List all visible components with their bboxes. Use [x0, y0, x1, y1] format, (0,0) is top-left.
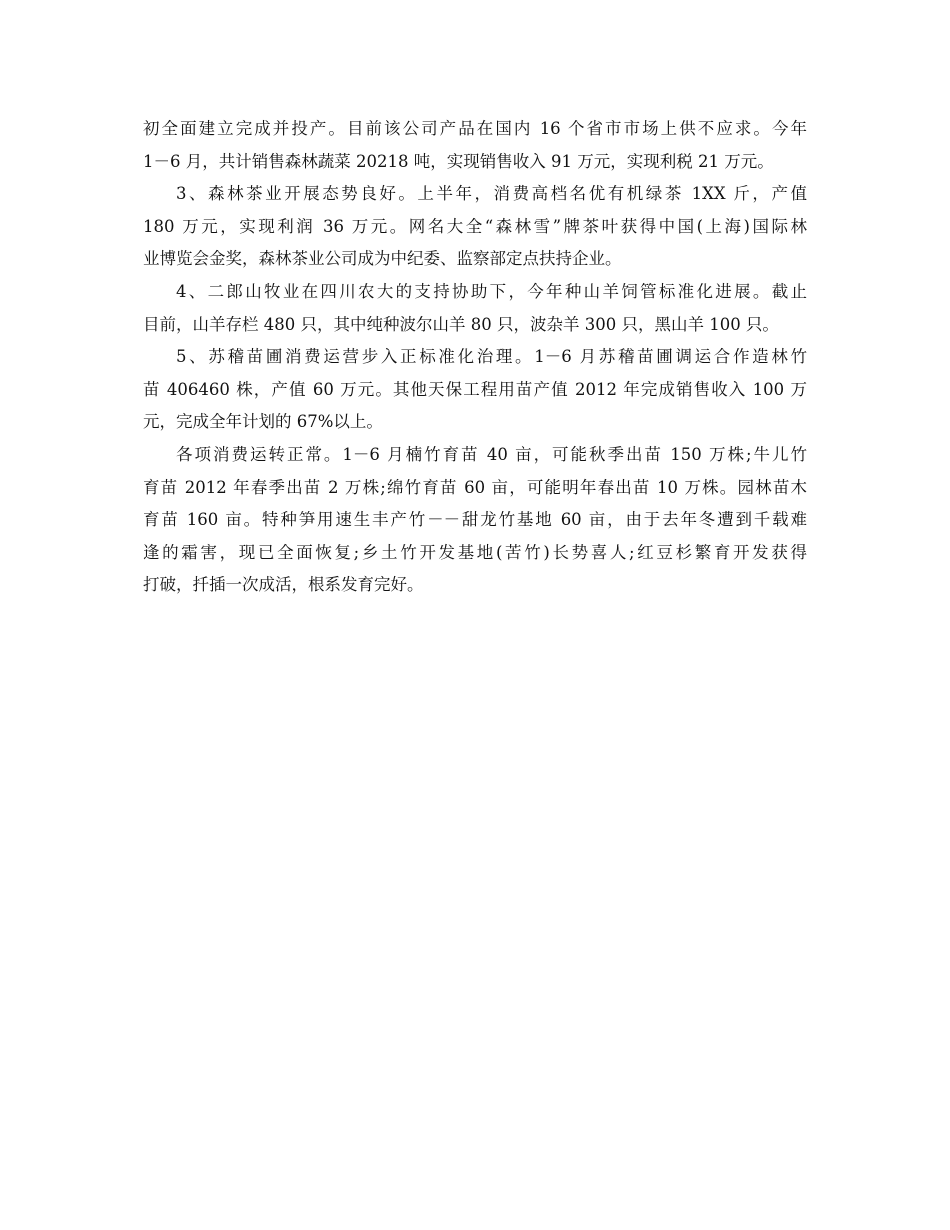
text-line: 5、苏稽苗圃消费运营步入正标准化治理。1－6 月苏稽苗圃调运合作造林竹 — [176, 347, 807, 367]
paragraph-suji-nursery — [143, 341, 807, 439]
text-line: 目前，山羊存栏 480 只，其中纯种波尔山羊 80 只，波杂羊 300 只，黑山羊 100 只。 — [143, 314, 779, 334]
text-line: 育苗 2012 年春季出苗 2 万株;绵竹育苗 60 亩，可能明年春出苗 10 万株。园林苗木 — [143, 477, 807, 497]
text-line: 1－6 月，共计销售森林蔬菜 20218 吨，实现销售收入 91 万元，实现利税 21 万元。 — [143, 151, 774, 171]
text-line: 苗 406460 株，产值 60 万元。其他天保工程用苗产值 2012 年完成销售收入 100 万 — [143, 379, 807, 399]
text-line: 各项消费运转正常。1－6 月楠竹育苗 40 亩，可能秋季出苗 150 万株;牛儿竹 — [176, 444, 807, 464]
text-line: 育苗 160 亩。特种笋用速生丰产竹－－甜龙竹基地 60 亩，由于去年冬遭到千载难 — [143, 510, 807, 530]
text-line: 4、二郎山牧业在四川农大的支持协助下，今年种山羊饲管标准化进展。截止 — [176, 281, 807, 301]
document-page — [143, 113, 807, 602]
text-line: 初全面建立完成并投产。目前该公司产品在国内 16 个省市市场上供不应求。今年 — [143, 119, 807, 138]
text-line: 打破，扦插一次成活，根系发育完好。 — [143, 575, 424, 595]
text-line: 3、森林茶业开展态势良好。上半年，消费高档名优有机绿茶 1XX 斤，产值 — [176, 184, 807, 204]
paragraph-erlangshan-livestock — [143, 276, 807, 341]
text-line: 180 万元，实现利润 36 万元。网名大全“森林雪”牌茶叶获得中国(上海)国际林 — [143, 216, 807, 236]
text-line: 业博览会金奖，森林茶业公司成为中纪委、监察部定点扶持企业。 — [143, 249, 622, 269]
paragraph-forest-tea — [143, 178, 807, 276]
text-line: 逢的霜害，现已全面恢复;乡土竹开发基地(苦竹)长势喜人;红豆杉繁育开发获得 — [143, 542, 807, 562]
paragraph-forest-vegetables — [143, 113, 807, 178]
text-line: 元，完成全年计划的 67%以上。 — [143, 412, 383, 432]
paragraph-production-status — [143, 439, 807, 602]
